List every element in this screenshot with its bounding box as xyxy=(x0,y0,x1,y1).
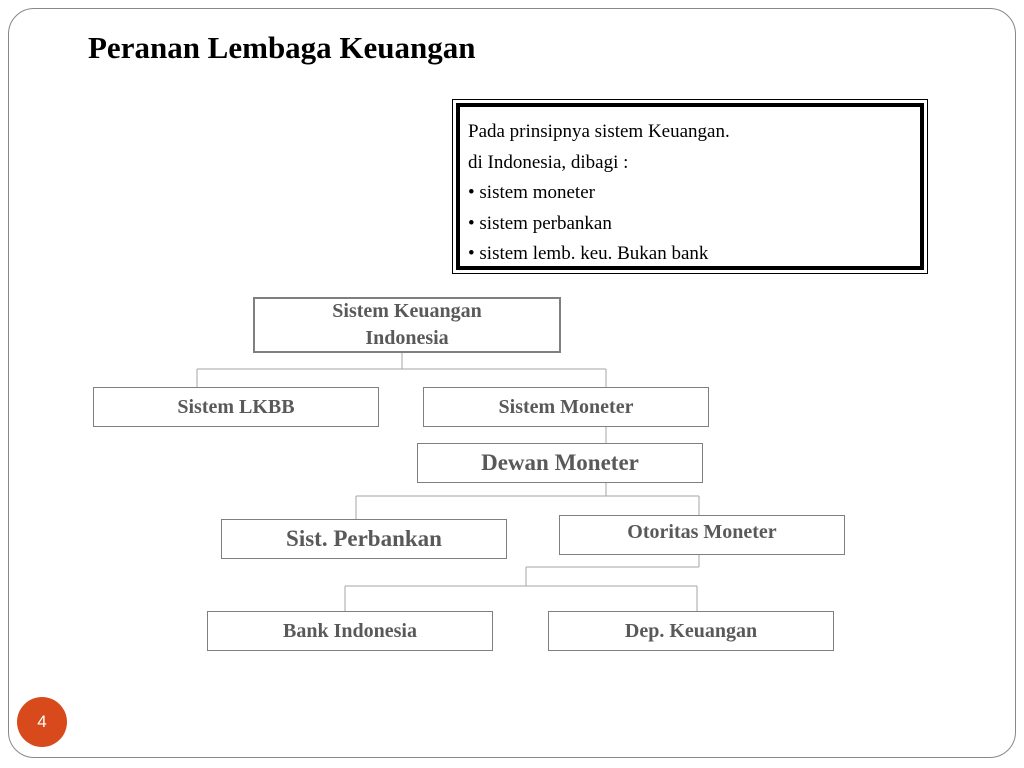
node-sistem-keuangan-indonesia xyxy=(253,297,561,353)
node-sistem-moneter: Sistem Moneter xyxy=(423,387,709,427)
slide-title: Peranan Lembaga Keuangan xyxy=(88,30,476,65)
node-dep-keuangan: Dep. Keuangan xyxy=(548,611,834,651)
info-line: Pada prinsipnya sistem Keuangan. xyxy=(468,121,730,142)
node-dewan-moneter: Dewan Moneter xyxy=(417,443,703,483)
info-bullet-lkbb: • sistem lemb. keu. Bukan bank xyxy=(468,243,709,264)
info-line: di Indonesia, dibagi : xyxy=(468,151,629,173)
info-bullet-perbankan: • sistem perbankan xyxy=(468,212,612,234)
node-root-line1: Sistem Keuangan xyxy=(332,300,482,322)
node-bank-indonesia: Bank Indonesia xyxy=(207,611,493,651)
info-bullet-moneter: • sistem moneter xyxy=(468,182,595,203)
node-root-line2: Indonesia xyxy=(365,327,449,349)
node-otoritas-moneter: Otoritas Moneter xyxy=(559,515,845,555)
page-number-badge: 4 xyxy=(17,697,67,747)
node-sistem-lkbb: Sistem LKBB xyxy=(93,387,379,427)
node-sist-perbankan: Sist. Perbankan xyxy=(221,519,507,559)
